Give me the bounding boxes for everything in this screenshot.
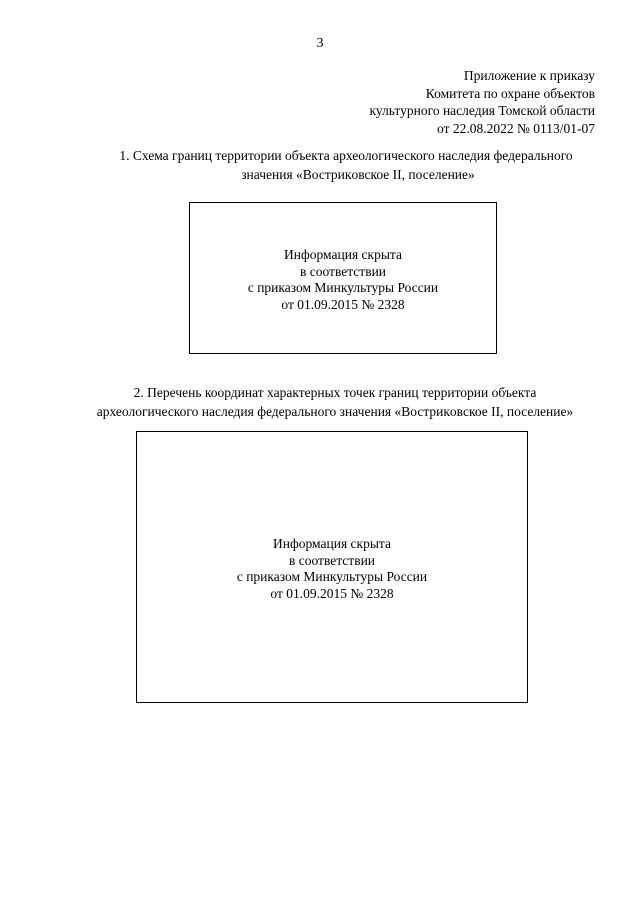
page-number: 3 [316, 36, 324, 51]
hidden-info-box-scheme [189, 202, 497, 354]
notice-line: в соответствии [299, 263, 387, 279]
appendix-line: Приложение к приказу [463, 68, 595, 83]
section-2-heading [0, 383, 640, 421]
notice-line: Информация скрыта [284, 247, 402, 262]
section-2-heading-line: археологического наследия федерального значения «Вострикoвское II, поселение» [96, 404, 574, 419]
section-1-heading-line: 1. Схема границ территории объекта археологического наследия федерального [119, 148, 573, 163]
appendix-header [370, 67, 595, 137]
hidden-info-box-coordinates [136, 431, 528, 703]
notice-line: от 01.09.2015 № 2328 [281, 296, 405, 312]
section-1-heading [0, 146, 640, 184]
notice-line: с приказом Минкультуры России [236, 569, 428, 584]
section-2-heading-line: 2. Перечень координат характерных точек границ территории объекта [133, 385, 537, 400]
appendix-line: культурного наследия Томской области [369, 103, 595, 118]
notice-line: с приказом Минкультуры России [247, 280, 439, 295]
appendix-order-date: от 22.08.2022 № 0113/01-07 [437, 120, 595, 136]
notice-line: Информация скрыта [273, 536, 391, 551]
section-1-heading-line: значения «Вострикoвское II, поселение» [241, 167, 475, 182]
appendix-line: Комитета по охране объектов [425, 85, 595, 101]
notice-line: от 01.09.2015 № 2328 [270, 585, 394, 601]
notice-line: в соответствии [288, 552, 376, 568]
